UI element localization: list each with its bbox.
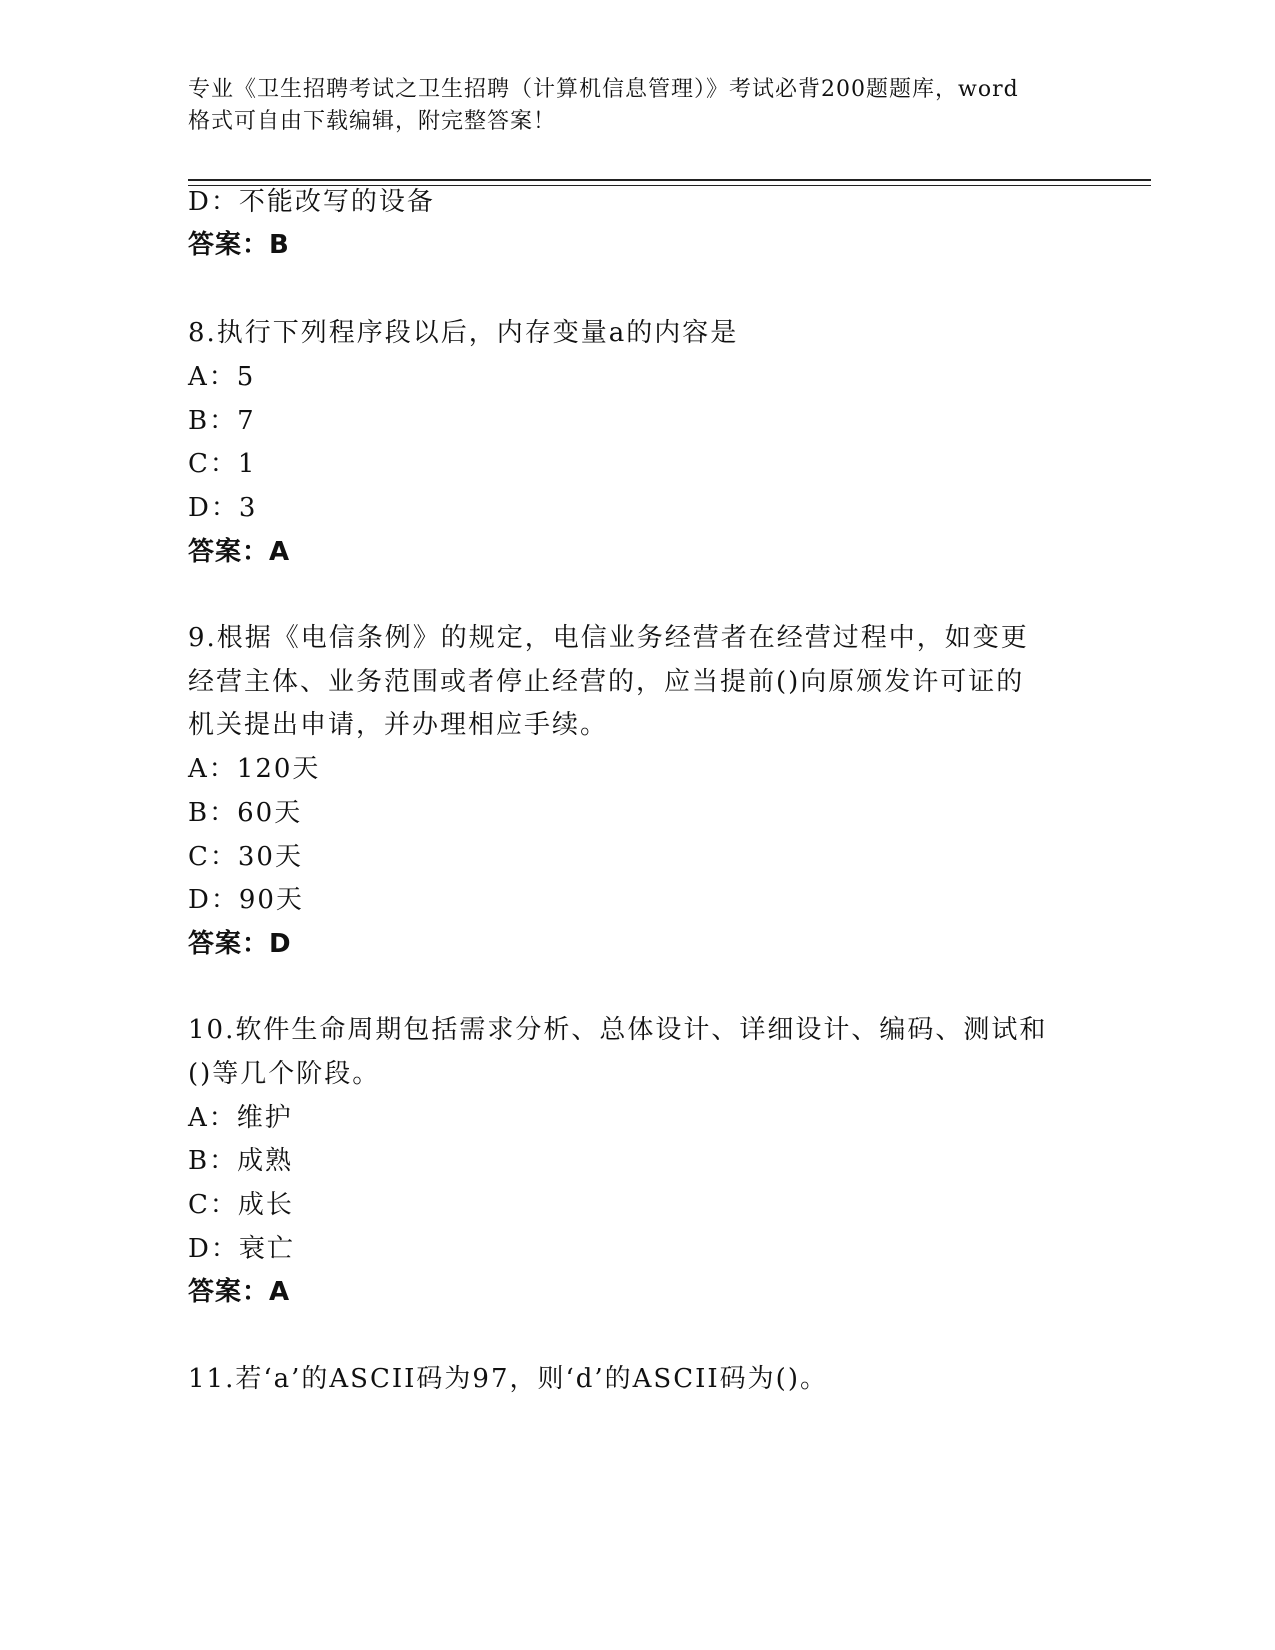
- q10-option-a: A：维护: [188, 1103, 293, 1133]
- q8-answer: 答案：A: [188, 537, 291, 567]
- q9-option-a: A：120天: [188, 754, 321, 784]
- q9-stem-line-3: 机关提出申请，并办理相应手续。: [188, 710, 609, 740]
- q11-stem: 11.若‘a’的ASCII码为97，则‘d’的ASCII码为()。: [188, 1364, 828, 1394]
- q8-option-d: D：3: [188, 493, 258, 523]
- q9-answer: 答案：D: [188, 929, 292, 959]
- prev-option-d: D：不能改写的设备: [188, 187, 435, 217]
- q8-option-b: B：7: [188, 406, 256, 436]
- header-line-2: 格式可自由下载编辑，附完整答案！: [188, 109, 557, 134]
- q9-stem-line-1: 9.根据《电信条例》的规定，电信业务经营者在经营过程中，如变更: [188, 623, 1029, 653]
- q9-option-c: C：30天: [188, 842, 303, 872]
- q8-option-a: A：5: [188, 362, 256, 392]
- q10-option-c: C：成长: [188, 1190, 294, 1220]
- header-divider: [188, 179, 1151, 181]
- q10-option-b: B：成熟: [188, 1146, 294, 1176]
- q8-stem: 8.执行下列程序段以后，内存变量a的内容是: [188, 318, 739, 348]
- q8-option-c: C：1: [188, 449, 257, 479]
- header-line-1: 专业《卫生招聘考试之卫生招聘（计算机信息管理）》考试必背200题题库，word: [188, 77, 1019, 102]
- q9-stem-line-2: 经营主体、业务范围或者停止经营的，应当提前()向原颁发许可证的: [188, 667, 1025, 697]
- q10-answer: 答案：A: [188, 1277, 291, 1307]
- q10-stem-line-2: ()等几个阶段。: [188, 1059, 381, 1089]
- q10-option-d: D：衰亡: [188, 1234, 295, 1264]
- document-header: [188, 74, 1088, 138]
- q9-option-b: B：60天: [188, 798, 303, 828]
- q9-option-d: D：90天: [188, 885, 304, 915]
- prev-answer: 答案：B: [188, 230, 290, 260]
- q10-stem-line-1: 10.软件生命周期包括需求分析、总体设计、详细设计、编码、测试和: [188, 1015, 1048, 1045]
